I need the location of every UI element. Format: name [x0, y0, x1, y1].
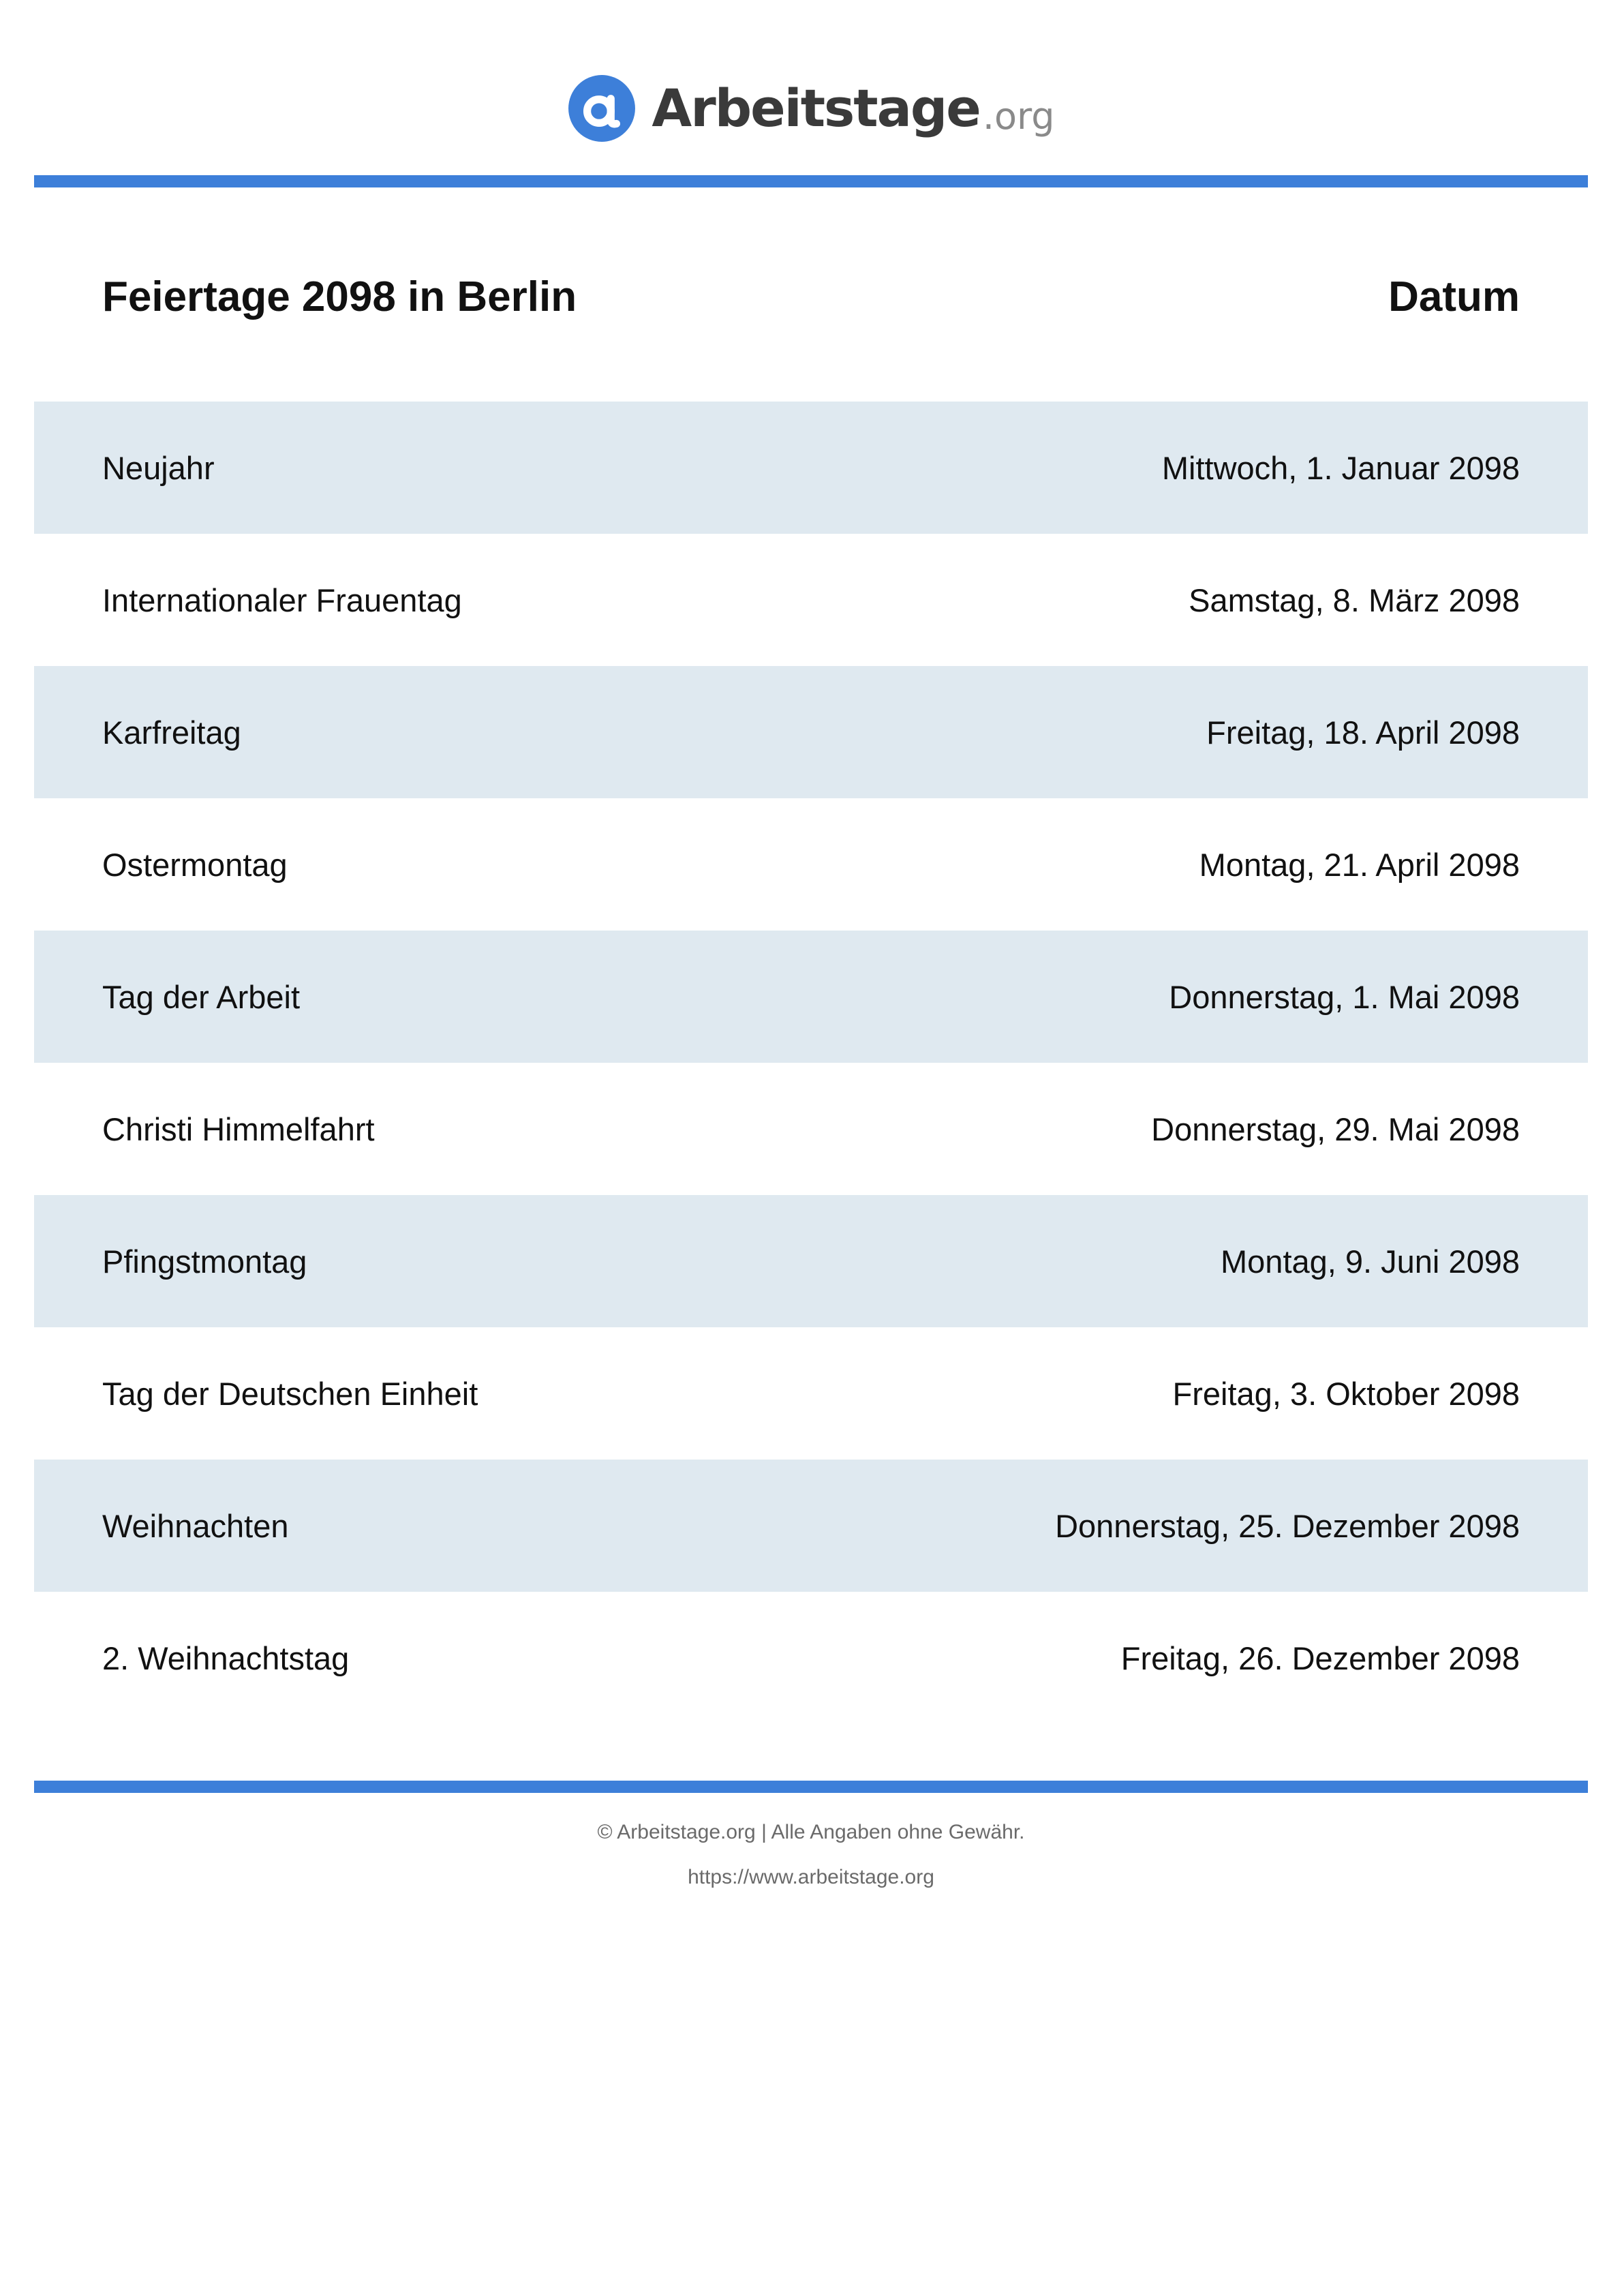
table-row: [34, 798, 1588, 931]
holiday-date: Donnerstag, 25. Dezember 2098: [1055, 1507, 1520, 1544]
holiday-name: Internationaler Frauentag: [102, 581, 462, 618]
holiday-name: Karfreitag: [102, 714, 241, 751]
holiday-name: Tag der Arbeit: [102, 978, 301, 1015]
page-title: Feiertage 2098 in Berlin: [102, 273, 577, 320]
holiday-date: Freitag, 18. April 2098: [1206, 714, 1520, 751]
logo-tld: .org: [982, 95, 1055, 138]
table-row: [34, 1460, 1588, 1592]
table-row: [34, 1063, 1588, 1195]
table-row: [34, 1195, 1588, 1327]
holiday-date: Samstag, 8. März 2098: [1189, 581, 1520, 618]
holiday-date: Montag, 21. April 2098: [1199, 846, 1520, 883]
date-column-header: Datum: [1388, 273, 1520, 320]
holiday-name: Pfingstmontag: [102, 1243, 307, 1280]
site-url[interactable]: https://www.arbeitstage.org: [688, 1866, 934, 1888]
bottom-divider: [34, 1781, 1588, 1793]
holiday-date: Donnerstag, 29. Mai 2098: [1151, 1111, 1520, 1147]
at-sign-icon: [567, 74, 637, 143]
holiday-date: Freitag, 26. Dezember 2098: [1120, 1640, 1520, 1676]
holiday-name: Neujahr: [102, 449, 215, 486]
holiday-name: Christi Himmelfahrt: [102, 1111, 375, 1147]
holiday-date: Mittwoch, 1. Januar 2098: [1161, 449, 1520, 486]
table-row: [34, 1327, 1588, 1460]
holiday-table: [34, 402, 1588, 1724]
site-logo: [0, 71, 1622, 146]
holiday-date: Freitag, 3. Oktober 2098: [1172, 1375, 1520, 1412]
table-row: [34, 1592, 1588, 1724]
table-row: [34, 534, 1588, 666]
logo-name: Arbeitstage: [652, 78, 980, 138]
table-row: [34, 402, 1588, 534]
copyright-text: © Arbeitstage.org | Alle Angaben ohne Gewähr.: [597, 1821, 1025, 1843]
footer: [0, 1815, 1622, 1895]
holiday-date: Donnerstag, 1. Mai 2098: [1169, 978, 1520, 1015]
holiday-name: Tag der Deutschen Einheit: [102, 1375, 478, 1412]
table-header: [102, 259, 1520, 334]
holiday-name: 2. Weihnachtstag: [102, 1640, 350, 1676]
table-row: [34, 666, 1588, 798]
holiday-name: Ostermontag: [102, 846, 288, 883]
holiday-date: Montag, 9. Juni 2098: [1221, 1243, 1520, 1280]
top-divider: [34, 175, 1588, 187]
holiday-name: Weihnachten: [102, 1507, 289, 1544]
table-row: [34, 931, 1588, 1063]
